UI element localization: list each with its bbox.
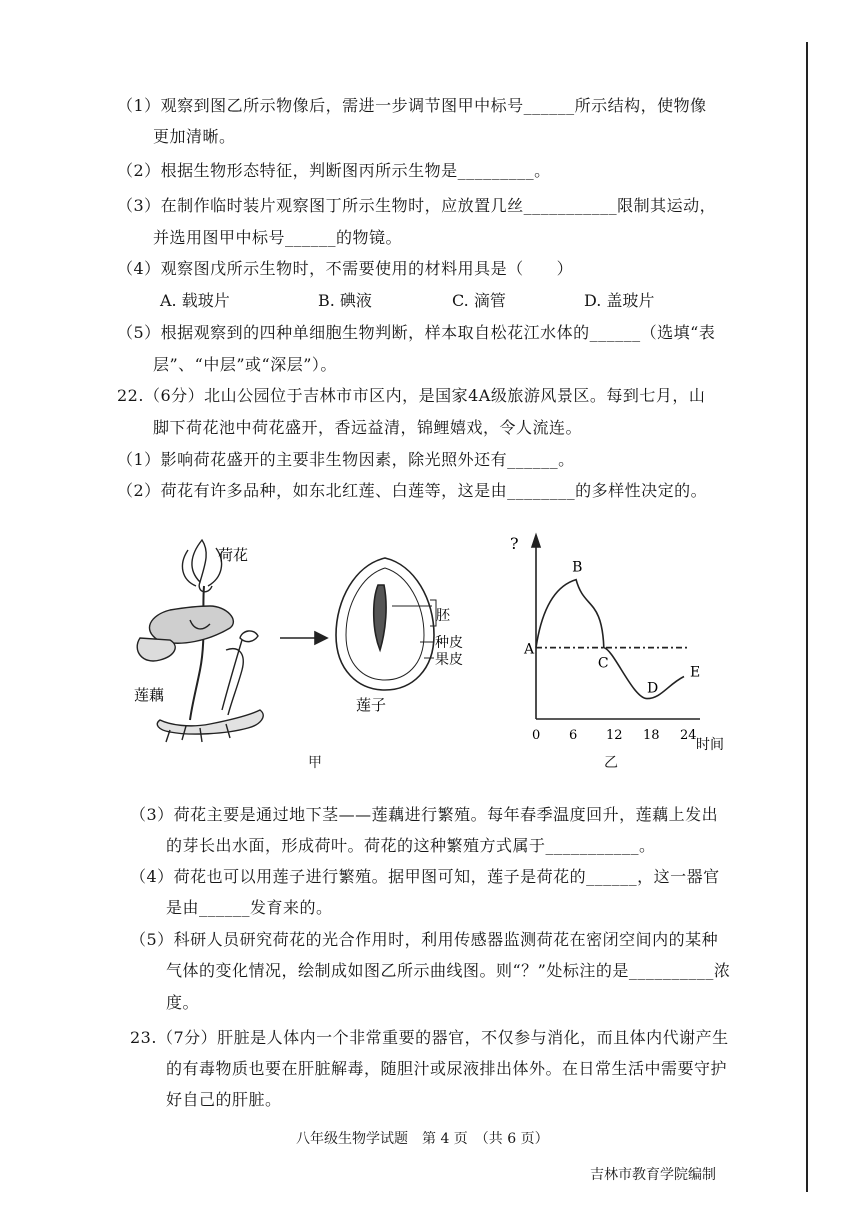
- q21-p4: （4）观察图戊所示生物时，不需要使用的材料用具是（ ）: [117, 259, 574, 278]
- q23-intro-line1: 23.（7分）肝脏是人体内一个非常重要的器官，不仅参与消化，而且体内代谢产生: [130, 1028, 729, 1047]
- q23-intro-line3: 好自己的肝脏。: [166, 1090, 282, 1109]
- q22-intro-line1: 22.（6分）北山公园位于吉林市市区内，是国家4A级旅游风景区。每到七月，山: [117, 386, 706, 405]
- x-tick-24: 24: [680, 728, 697, 743]
- option-a: A. 载玻片: [160, 291, 230, 310]
- figure-line-chart: [500, 525, 740, 755]
- option-c: C. 滴管: [452, 291, 506, 310]
- q22-p4-line1: （4）荷花也可以用莲子进行繁殖。据甲图可知，莲子是荷花的______，这一器官: [130, 867, 720, 886]
- label-lotus-seed: 莲子: [356, 696, 387, 714]
- series-curve: [536, 580, 684, 699]
- label-lotus-root: 莲藕: [134, 686, 165, 704]
- point-label-D: D: [647, 680, 659, 697]
- publisher-note: 吉林市教育学院编制: [590, 1167, 716, 1183]
- q22-p5-line3: 度。: [166, 993, 200, 1012]
- point-labels: [523, 560, 700, 697]
- label-embryo: 胚: [436, 608, 450, 624]
- figure-lotus-diagram: [130, 520, 463, 750]
- lotus-flower-drawing: [137, 540, 263, 742]
- q21-p3-line1: （3）在制作临时装片观察图丁所示生物时，应放置几丝___________限制其运动，: [117, 196, 717, 215]
- page-edge-rule: [806, 42, 808, 1192]
- q21-p2: （2）根据生物形态特征，判断图丙所示生物是_________。: [117, 161, 551, 180]
- caption-yi: 乙: [604, 755, 618, 771]
- q21-p5-line1: （5）根据观察到的四种单细胞生物判断，样本取自松花江水体的______（选填“表: [117, 323, 716, 342]
- point-label-B: B: [572, 559, 583, 576]
- y-axis-label: ?: [510, 534, 519, 553]
- chart-axes: [532, 535, 700, 719]
- x-tick-labels: [532, 728, 697, 743]
- x-axis-label: 时间: [696, 737, 724, 753]
- point-label-A: A: [524, 641, 535, 658]
- caption-jia: 甲: [308, 755, 322, 771]
- q22-p5-line2: 气体的变化情况，绘制成如图乙所示曲线图。则“？”处标注的是__________浓: [166, 961, 731, 980]
- point-label-C: C: [597, 655, 609, 672]
- q23-intro-line2: 的有毒物质也要在肝脏解毒，随胆汁或尿液排出体外。在日常生活中需要守护: [166, 1059, 728, 1078]
- q22-p5-line1: （5）科研人员研究荷花的光合作用时，利用传感器监测荷花在密闭空间内的某种: [130, 930, 719, 949]
- option-b: B. 碘液: [318, 291, 372, 310]
- q22-p1: （1）影响荷花盛开的主要非生物因素，除光照外还有______。: [117, 450, 575, 469]
- q22-p2: （2）荷花有许多品种，如东北红莲、白莲等，这是由________的多样性决定的。: [117, 481, 708, 500]
- label-pericarp: 果皮: [435, 652, 463, 668]
- x-tick-12: 12: [606, 728, 623, 743]
- point-label-E: E: [690, 664, 701, 681]
- q21-p3-line2: 并选用图甲中标号______的物镜。: [153, 228, 403, 247]
- page-footer: 八年级生物学试题 第 4 页 （共 6 页）: [296, 1131, 549, 1147]
- arrow-icon: [280, 632, 327, 644]
- q21-p1-line2: 更加清晰。: [153, 127, 236, 146]
- label-lotus: 荷花: [218, 546, 249, 564]
- label-seed-coat: 种皮: [435, 635, 463, 651]
- option-d: D. 盖玻片: [584, 291, 655, 310]
- x-tick-6: 6: [569, 728, 578, 743]
- x-tick-0: 0: [532, 728, 541, 743]
- lotus-seed-drawing: [336, 558, 436, 690]
- x-tick-18: 18: [643, 728, 660, 743]
- q22-p3-line2: 的芽长出水面，形成荷叶。荷花的这种繁殖方式属于___________。: [166, 836, 656, 855]
- q21-p5-line2: 层”、“中层”或“深层”）。: [153, 355, 337, 374]
- q22-intro-line2: 脚下荷花池中荷花盛开，香远益清，锦鲤嬉戏，令人流连。: [153, 418, 583, 437]
- q22-p3-line1: （3）荷花主要是通过地下茎——莲藕进行繁殖。每年春季温度回升，莲藕上发出: [130, 805, 719, 824]
- q21-p1-line1: （1）观察到图乙所示物像后，需进一步调节图甲中标号______所示结构，使物像: [117, 96, 707, 115]
- q22-p4-line2: 是由______发育来的。: [166, 898, 333, 917]
